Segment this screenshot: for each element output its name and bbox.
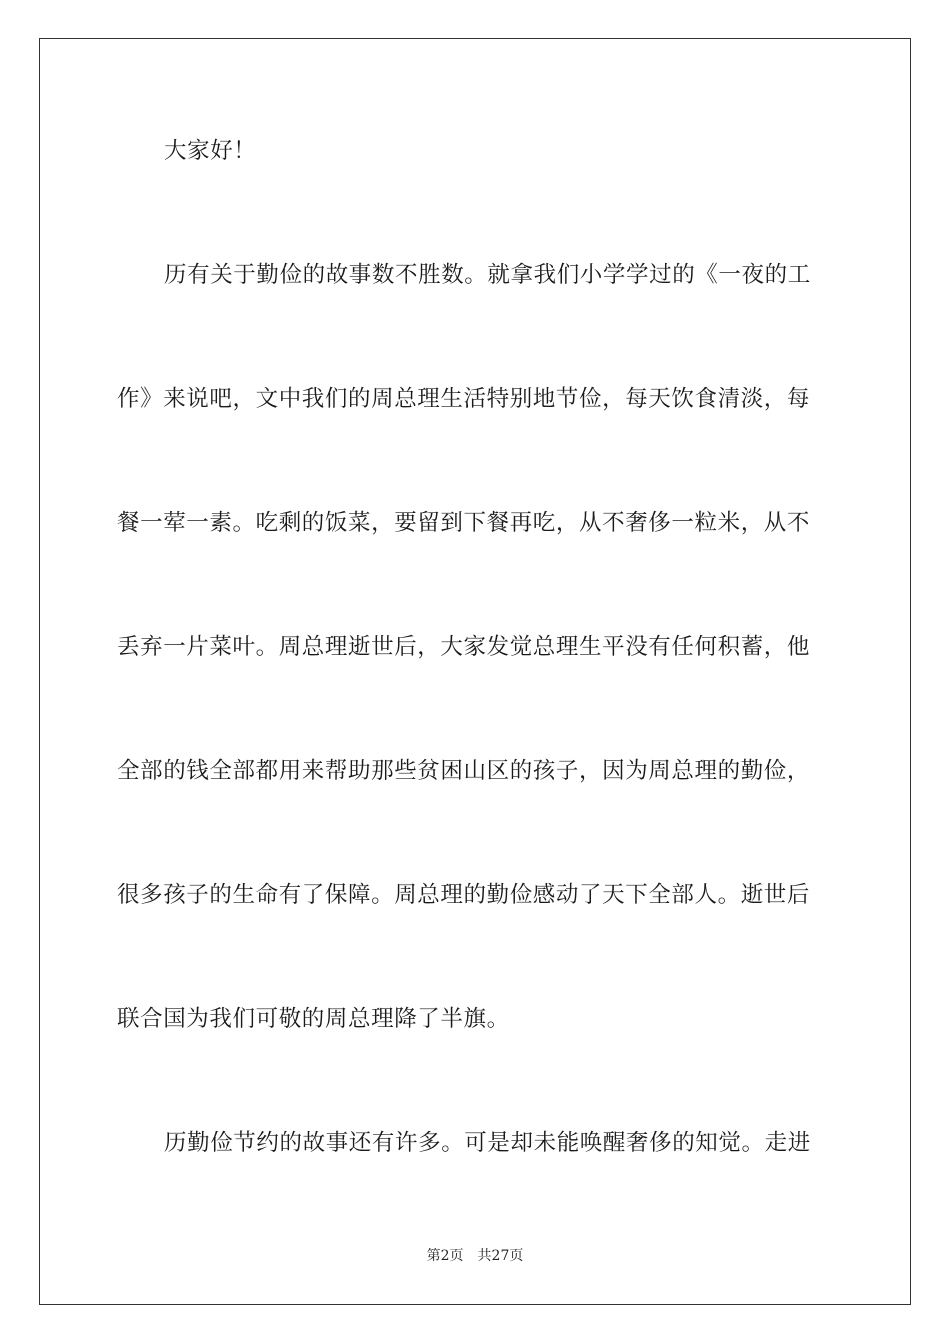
paragraph-greeting: 大家好！ [164, 138, 257, 164]
paragraph-line-4: 丢弃一片菜叶。周总理逝世后，大家发觉总理生平没有任何积蓄，他 [117, 634, 811, 660]
paragraph-line-3: 餐一荤一素。吃剩的饭菜，要留到下餐再吃，从不奢侈一粒米，从不 [117, 510, 811, 536]
page-footer [0, 1247, 950, 1265]
page-total: 共27页 [477, 1248, 524, 1264]
paragraph-line-7: 联合国为我们可敬的周总理降了半旗。 [117, 1006, 510, 1032]
paragraph-line-6: 很多孩子的生命有了保障。周总理的勤俭感动了天下全部人。逝世后 [117, 882, 811, 908]
page-number: 第2页 [426, 1248, 464, 1264]
paragraph-line-5: 全部的钱全部都用来帮助那些贫困山区的孩子，因为周总理的勤俭， [117, 758, 811, 784]
paragraph-line-8: 历勤俭节约的故事还有许多。可是却未能唤醒奢侈的知觉。走进 [164, 1130, 811, 1156]
paragraph-line-2: 作》来说吧，文中我们的周总理生活特别地节俭，每天饮食清淡，每 [117, 386, 811, 412]
paragraph-line-1: 历有关于勤俭的故事数不胜数。就拿我们小学学过的《一夜的工 [164, 262, 811, 288]
page-border [39, 38, 911, 1305]
